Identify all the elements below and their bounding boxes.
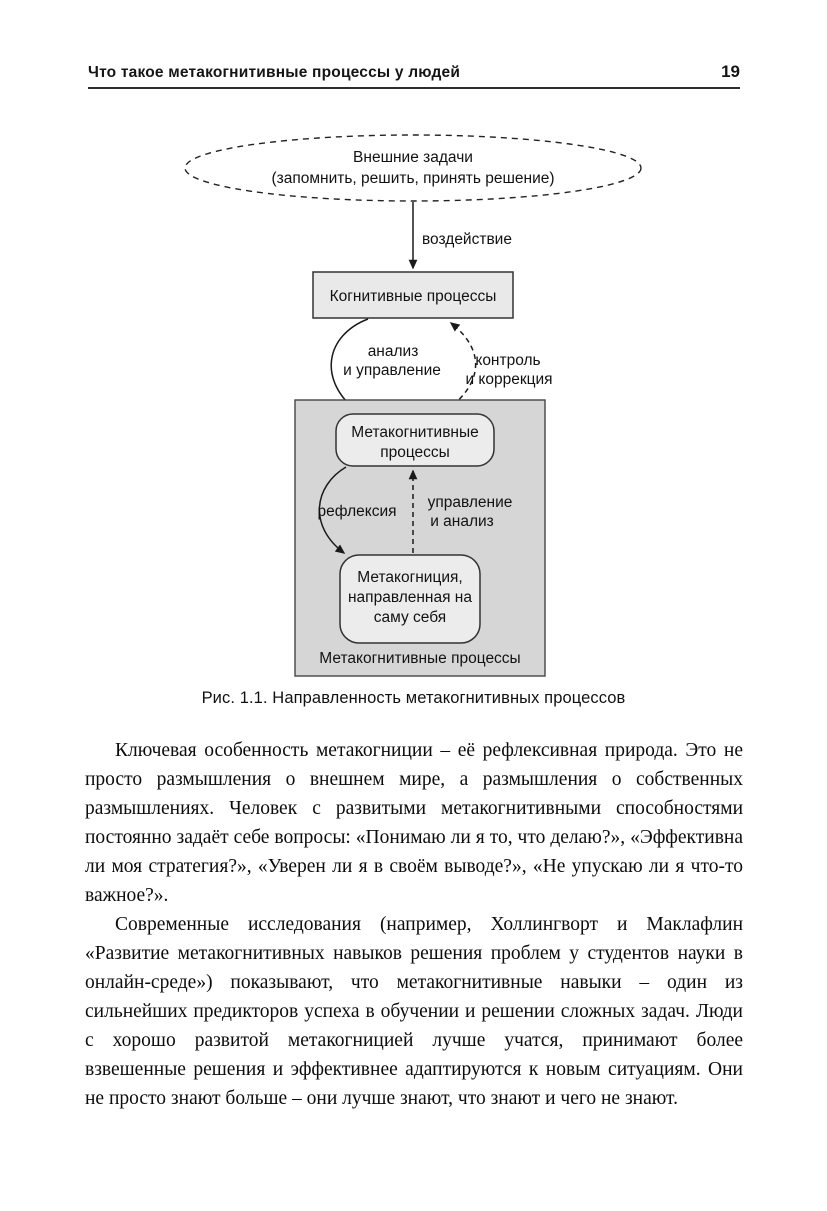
page-number: 19	[721, 62, 740, 81]
impact-arrow-label: воздействие	[422, 231, 512, 248]
self-box-label-line2: направленная на	[348, 589, 472, 606]
paragraph-1: Ключевая особенность метакогниции – её рефлексивная природа. Это не просто размышления о внешнем мире, а размышления о собственных размышлениях. Человек с развитыми метакогнитивными способностями постоянно задаёт себе вопросы: «Понимаю ли я то, что делаю?», «Эффективна ли моя стратегия?», «Уверен ли я в своём выводе?», «Не упускаю ли я что-то важное?».	[85, 740, 743, 906]
metacognitive-box-label-line2: процессы	[380, 444, 450, 461]
metacognitive-box-label-line1: Метакогнитивные	[351, 424, 479, 441]
control-label-line2: и коррекция	[465, 371, 553, 388]
external-tasks-label-line2: (запомнить, решить, принять решение)	[271, 170, 555, 187]
cognitive-processes-label: Когнитивные процессы	[329, 288, 497, 305]
header-rule	[88, 87, 740, 89]
self-box-label-line3: саму себя	[373, 609, 447, 626]
management-label-line2: и анализ	[430, 513, 494, 530]
management-label-line1: управление	[427, 494, 513, 511]
paragraph-2: Современные исследования (например, Холлингворт и Маклафлин «Развитие метакогнитивных навыков решения проблем у студентов науки в онлайн-среде») показывают, что метакогнитивные навыки – один из сильнейших предикторов успеха в обучении и решении сложных задач. Люди с хорошо развитой метакогницией лучше учатся, принимают более взвешенные решения и эффективнее адаптируются к новым ситуациям. Они не просто знают больше – они лучше знают, что знают и чего не знают.	[85, 914, 743, 1109]
page-header	[88, 62, 740, 82]
external-tasks-label-line1: Внешние задачи	[353, 149, 473, 166]
analysis-label-line1: анализ	[367, 343, 419, 360]
control-label-line1: контроль	[475, 352, 541, 369]
reflection-label: рефлексия	[317, 503, 397, 520]
figure-caption: Рис. 1.1. Направленность метакогнитивных процессов	[201, 689, 626, 707]
body-text	[85, 736, 743, 1113]
header-title: Что такое метакогнитивные процессы у людей	[88, 64, 461, 81]
panel-label: Метакогнитивные процессы	[319, 650, 521, 667]
self-box-label-line1: Метакогниция,	[357, 569, 463, 586]
figure-diagram	[140, 130, 700, 680]
analysis-label-line2: и управление	[343, 362, 441, 379]
external-tasks-ellipse	[185, 135, 641, 201]
